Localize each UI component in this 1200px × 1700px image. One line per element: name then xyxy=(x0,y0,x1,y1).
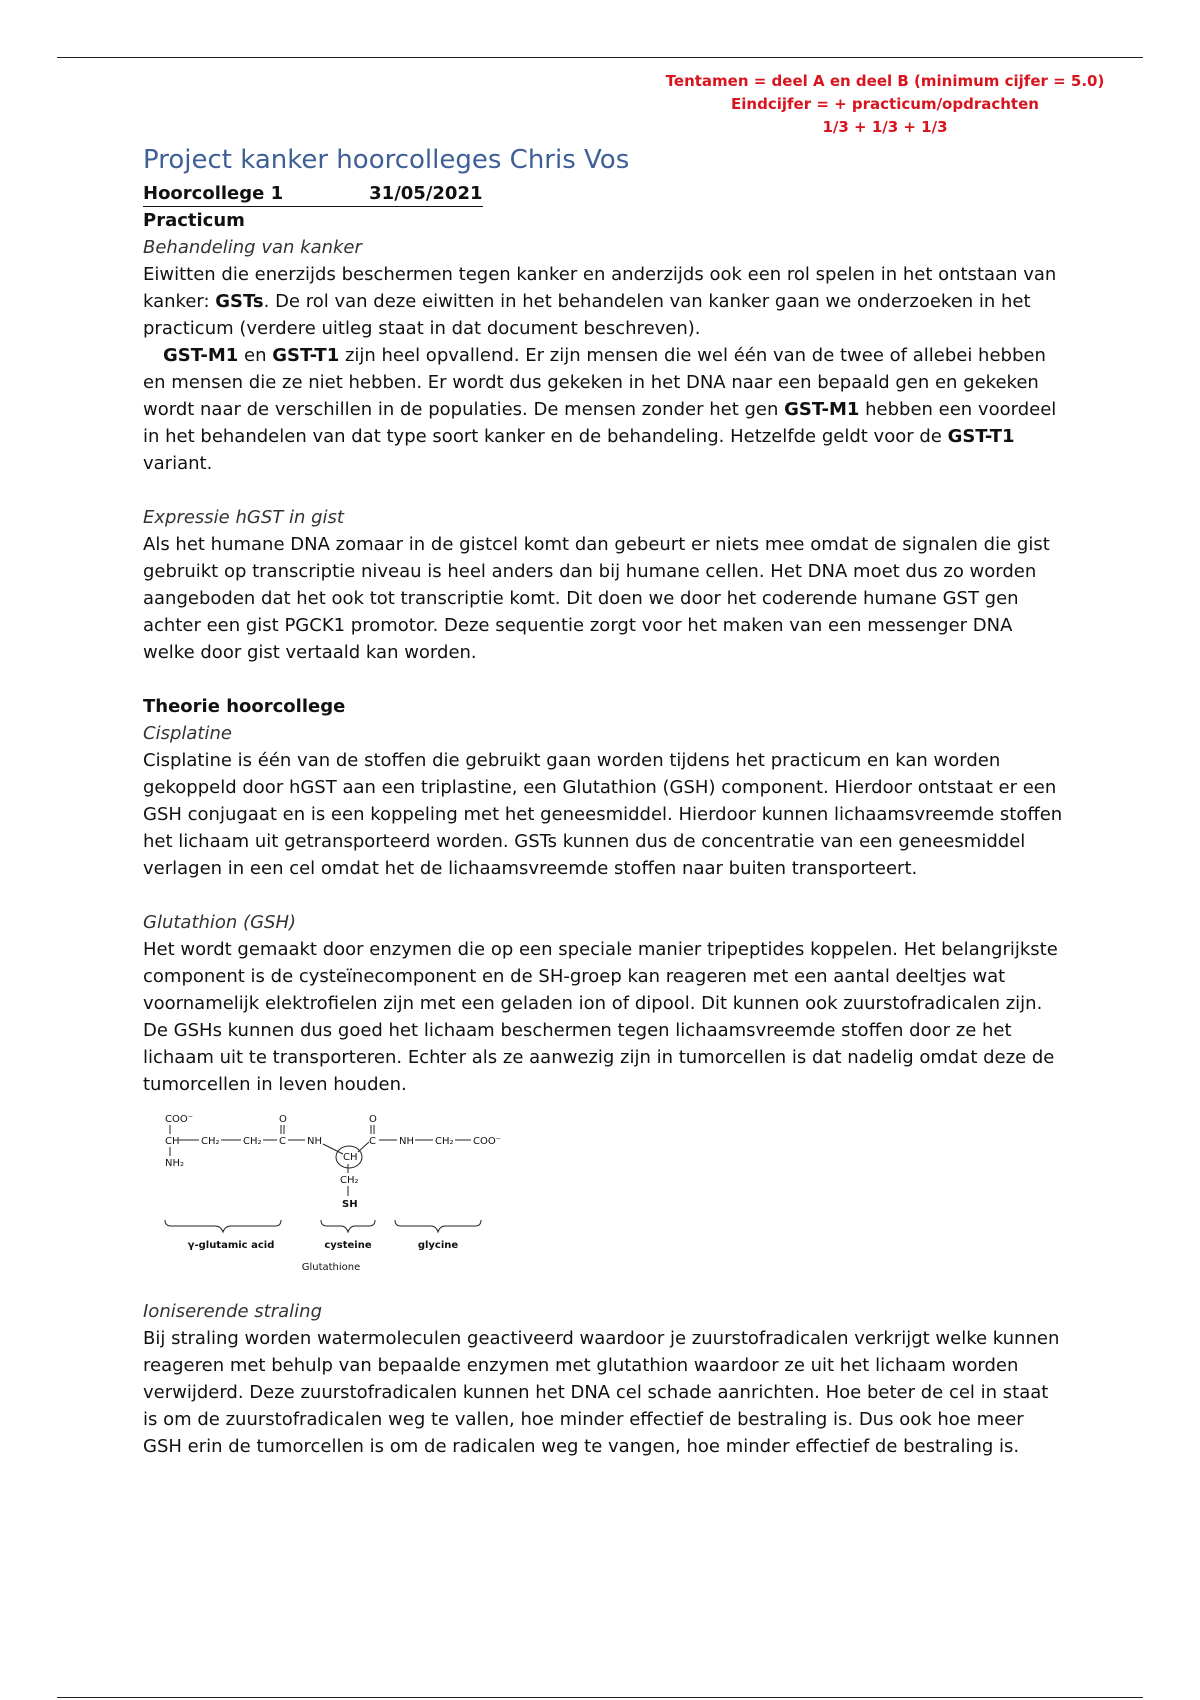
paragraph-glutathion: Het wordt gemaakt door enzymen die op een speciale manier tripeptides koppelen. Het belangrijkste component is de cysteïnecomponent en de SH-groep kan reageren met een aantal deeltjes wat voornamelijk elektrofielen zijn met een geladen ion of dipool. Dit kunnen ook zuurstofradicalen zijn. De GSHs kunnen dus goed het lichaam beschermen tegen lichaamsvreemde stoffen door ze het lichaam uit te transporteren. Echter als ze aanwezig zijn in tumorcellen is dat nadelig omdat deze de tumorcellen in leven houden. xyxy=(143,939,1058,1095)
spacer xyxy=(143,666,1063,693)
paragraph-cisplatine: Cisplatine is één van de stoffen die gebruikt gaan worden tijdens het practicum en kan worden gekoppeld door hGST aan een triplastine, een Glutathion (GSH) component. Hierdoor ontstaat er een GSH conjugaat en is een koppeling met het geneesmiddel. Hierdoor kunnen lichaamsvreemde stoffen het lichaam uit getransporteerd worden. GSTs kunnen dus de concentratie van een geneesmiddel verlagen in een cel omdat het de lichaamsvreemde stoffen naar buiten transporteert. xyxy=(143,750,1063,879)
paragraph-gsts xyxy=(143,261,1063,342)
document-body xyxy=(143,142,1063,1460)
label-glutamic-acid: γ-glutamic acid xyxy=(187,1240,275,1251)
subheading-glutathion: Glutathion (GSH) xyxy=(143,912,297,933)
spacer xyxy=(143,882,1063,909)
label-glycine: glycine xyxy=(417,1240,459,1251)
label-cysteine: cysteine xyxy=(324,1240,372,1251)
glutathione-structure-diagram xyxy=(143,1104,533,1276)
paragraph-gst-variants xyxy=(143,342,1063,477)
text-run: zijn heel opvallend. Er zijn mensen die wel één van de twee of allebei hebben en mensen die ze niet hebben. Er wordt dus gekeken in het DNA naar een bepaald gen en gekeken wordt naar de verschillen in de populaties. De mensen zonder het gen xyxy=(143,345,1046,420)
glutathione-structure-figure xyxy=(143,1104,533,1276)
atom-c-2: C xyxy=(369,1136,376,1147)
paragraph-radiation: Bij straling worden watermoleculen geactiveerd waardoor je zuurstofradicalen verkrijgt welke kunnen reageren met behulp van bepaalde enzymen met glutathion waardoor ze uit het lichaam worden verwijderd. Deze zuurstofradicalen kunnen het DNA cel schade aanrichten. Hoe beter de cel in staat is om de zuurstofradicalen weg te vallen, hoe minder effectief de bestraling is. Dus ook hoe meer GSH erin de tumorcellen is om de radicalen weg te vangen, hoe minder effectief de bestraling is. xyxy=(143,1328,1060,1457)
atom-o-1: O xyxy=(279,1114,287,1125)
atom-nh2: NH₂ xyxy=(165,1158,185,1169)
theory-heading: Theorie hoorcollege xyxy=(143,696,346,717)
lecture-header xyxy=(143,182,483,207)
atom-nh-1: NH xyxy=(307,1136,322,1147)
exam-note-line-3: 1/3 + 1/3 + 1/3 xyxy=(822,118,948,136)
subheading-expression: Expressie hGST in gist xyxy=(143,507,344,528)
paragraph-expression: Als het humane DNA zomaar in de gistcel komt dan gebeurt er niets mee omdat de signalen die gist gebruikt op transcriptie niveau is heel anders dan bij humane cellen. Het DNA moet dus zo worden aangeboden dat het ook tot transcriptie komt. Dit doen we door het coderende humane GST gen achter een gist PGCK1 promotor. Deze sequentie zorgt voor het maken van een messenger DNA welke door gist vertaald kan worden. xyxy=(143,534,1050,663)
text-run: en xyxy=(238,345,273,366)
exam-grading-note xyxy=(660,70,1110,139)
lecture-date: 31/05/2021 xyxy=(369,183,483,204)
document-title: Project kanker hoorcolleges Chris Vos xyxy=(143,145,630,175)
label-glutathione: Glutathione xyxy=(301,1262,361,1273)
text-run: variant. xyxy=(143,453,213,474)
bold-term: GST-T1 xyxy=(272,345,340,366)
bold-term: GSTs xyxy=(215,291,264,312)
practicum-heading: Practicum xyxy=(143,210,245,231)
atom-o-2: O xyxy=(369,1114,377,1125)
subheading-treatment: Behandeling van kanker xyxy=(143,237,362,258)
subheading-radiation: Ioniserende straling xyxy=(143,1301,322,1322)
lecture-label: Hoorcollege 1 xyxy=(143,183,284,204)
bold-term: GST-M1 xyxy=(784,399,860,420)
bold-term: GST-M1 xyxy=(163,345,239,366)
atom-ch2-b: CH₂ xyxy=(243,1136,262,1147)
atom-ch2-cys: CH₂ xyxy=(340,1175,359,1186)
text-run: . De rol van deze eiwitten in het behandelen van kanker gaan we onderzoeken in het practicum (verdere uitleg staat in dat document beschreven). xyxy=(143,291,1031,339)
atom-nh-2: NH xyxy=(399,1136,414,1147)
spacer xyxy=(143,477,1063,504)
atom-ch-cys: CH xyxy=(343,1152,358,1163)
atom-sh: SH xyxy=(342,1199,358,1210)
atom-coo-end: COO⁻ xyxy=(473,1136,502,1147)
text-run: hebben een voordeel in het behandelen van dat type soort kanker en de behandeling. Hetzelfde geldt voor de xyxy=(143,399,1057,447)
atom-coo-top: COO⁻ xyxy=(165,1114,194,1125)
bold-term: GST-T1 xyxy=(947,426,1015,447)
bottom-rule xyxy=(57,1697,1143,1698)
atom-ch-glu: CH xyxy=(165,1136,180,1147)
exam-note-line-1: Tentamen = deel A en deel B (minimum cijfer = 5.0) xyxy=(665,72,1105,90)
subheading-cisplatine: Cisplatine xyxy=(143,723,232,744)
exam-note-line-2: Eindcijfer = + practicum/opdrachten xyxy=(731,95,1039,113)
atom-c-1: C xyxy=(279,1136,286,1147)
text-run: Eiwitten die enerzijds beschermen tegen kanker en anderzijds ook een rol spelen in het ontstaan van kanker: xyxy=(143,264,1057,312)
atom-ch2-a: CH₂ xyxy=(201,1136,220,1147)
atom-ch2-gly: CH₂ xyxy=(435,1136,454,1147)
top-rule xyxy=(57,57,1143,58)
